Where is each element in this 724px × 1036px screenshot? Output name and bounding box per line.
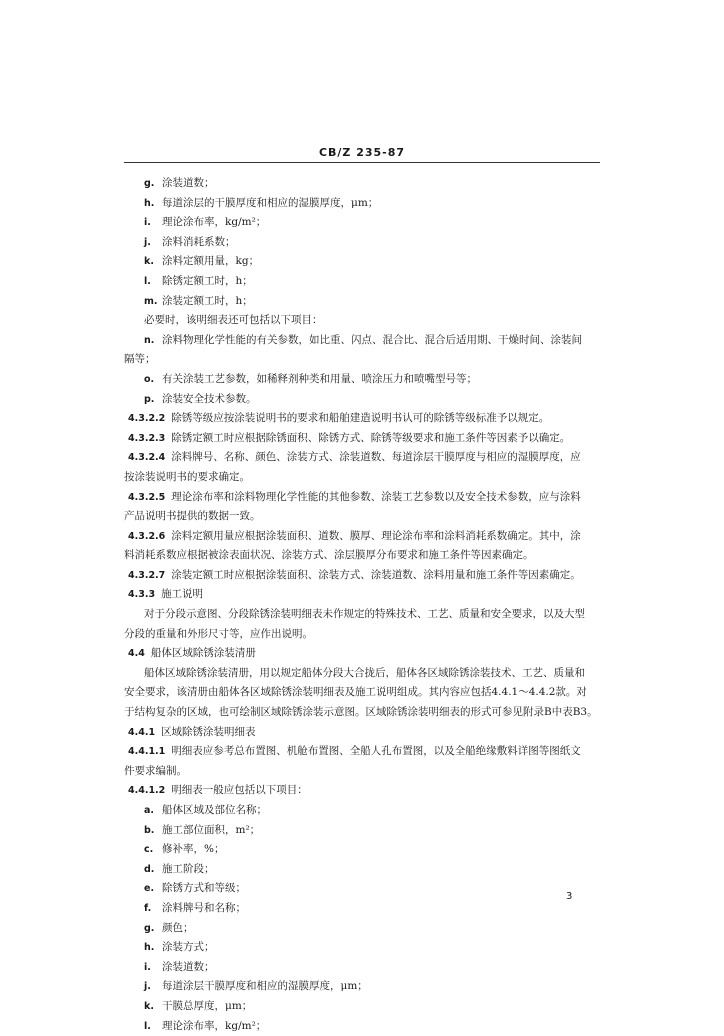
clause-text: 理论涂布率和涂料物理化学性能的其他参数、涂装工艺参数以及安全技术参数，应与涂料	[171, 490, 581, 503]
list-item-text: 干膜总厚度，μm；	[162, 999, 253, 1012]
clause	[124, 527, 600, 547]
continuation-line: 料消耗系数应根据被涂表面状况、涂装方式、涂层膜厚分布要求和施工条件等因素确定。	[124, 549, 534, 562]
clause	[124, 566, 600, 586]
clause-number: 4.3.2.7	[128, 569, 166, 581]
list-item-text: 涂料物理化学性能的有关参数，如比重、闪点、混合比、混合后适用期、干燥时间、涂装间	[162, 333, 582, 346]
clause	[124, 585, 600, 605]
clause-text: 涂料定额用量应根据涂装面积、道数、膜厚、理论涂布率和涂料消耗系数确定。其中，涂	[171, 529, 581, 542]
list-item	[124, 860, 600, 880]
list-item	[124, 174, 600, 194]
clause-number: 4.4.1.1	[128, 746, 166, 758]
clause-number: 4.3.2.2	[128, 413, 166, 425]
clause	[124, 781, 600, 801]
list-item-text: 涂料消耗系数；	[162, 235, 236, 248]
list-item-text: 涂装方式；	[162, 941, 215, 954]
list-marker: m.	[144, 295, 158, 307]
list-item	[124, 821, 600, 841]
clause-text: 区域除锈涂装明细表	[161, 725, 256, 738]
page-number: 3	[566, 891, 573, 902]
list-marker: g.	[144, 178, 155, 189]
list-marker: k.	[144, 1000, 154, 1012]
list-item	[124, 919, 600, 939]
list-item	[124, 801, 600, 821]
clause-text: 明细表一般应包括以下项目：	[171, 784, 308, 797]
list-item-text: 每道涂层的干膜厚度和相应的湿膜厚度，μm；	[162, 196, 379, 209]
list-item	[124, 977, 600, 997]
list-marker: j.	[144, 981, 151, 993]
list-item	[124, 331, 600, 351]
list-item-text: 理论涂布率，kg/m²；	[162, 1019, 267, 1032]
list-item	[124, 1017, 600, 1036]
continuation-line: 于结构复杂的区域，也可绘制区域除锈涂装示意图。区域除锈涂装明细表的形式可参见附录B中表B3。	[124, 706, 598, 719]
list-marker: b.	[144, 824, 155, 836]
clause-number: 4.3.2.4	[128, 452, 166, 464]
paragraph-line: 船体区域除锈涂装清册，用以规定船体分段大合拢后，船体各区域除锈涂装技术、工艺、质量和	[144, 666, 585, 679]
clause	[124, 429, 600, 449]
continuation-line: 安全要求，该清册由船体各区域除锈涂装明细表及施工说明组成。其内容应包括4.4.1～4.4.2款。对	[124, 686, 587, 699]
paragraph-line: 必要时，该明细表还可包括以下项目：	[144, 314, 323, 327]
clause-number: 4.3.3	[128, 589, 156, 601]
list-item	[124, 997, 600, 1017]
list-marker: a.	[144, 805, 155, 816]
list-marker: j.	[144, 236, 151, 248]
list-marker: i.	[144, 217, 151, 229]
list-marker: l.	[144, 1020, 151, 1032]
list-item-text: 船体区域及部位名称；	[162, 804, 267, 816]
list-marker: i.	[144, 961, 151, 973]
clause-text: 除锈定额工时应根据除锈面积、除锈方式、除锈等级要求和施工条件等因素予以确定。	[171, 431, 571, 444]
clause-text: 涂装定额工时应根据涂装面积、涂装方式、涂装道数、涂料用量和施工条件等因素确定。	[171, 568, 581, 581]
list-item	[124, 194, 600, 214]
list-item-text: 涂料牌号和名称；	[162, 901, 246, 914]
continuation-line: 产品说明书提供的数据一致。	[124, 510, 261, 523]
list-item	[124, 938, 600, 958]
list-marker: g.	[144, 922, 155, 934]
clause	[124, 742, 600, 762]
clause-number: 4.4	[128, 648, 145, 660]
list-item-text: 修补率，%；	[162, 843, 225, 856]
clause-number: 4.4.1	[128, 726, 156, 738]
list-item-text: 涂装安全技术参数。	[162, 392, 257, 405]
list-marker: n.	[144, 334, 155, 346]
list-item	[124, 233, 600, 253]
list-item-text: 除锈方式和等级；	[162, 882, 246, 895]
clause-number: 4.3.2.6	[128, 530, 166, 542]
continuation-line: 隔等；	[124, 353, 156, 366]
clause	[124, 723, 600, 743]
clause-text: 施工说明	[161, 588, 204, 601]
clause	[124, 488, 600, 508]
list-item	[124, 272, 600, 292]
list-item	[124, 899, 600, 919]
list-item-text: 涂料定额用量，kg；	[162, 255, 260, 268]
list-item-text: 理论涂布率，kg/m²；	[162, 216, 267, 229]
list-item-text: 施工阶段；	[162, 862, 215, 875]
list-item-text: 涂装定额工时，h；	[162, 294, 253, 307]
list-item-text: 有关涂装工艺参数，如稀释剂种类和用量、喷涂压力和喷嘴型号等；	[162, 372, 477, 385]
continuation-line: 件要求编制。	[124, 764, 187, 777]
list-marker: f.	[144, 902, 152, 914]
clause	[124, 448, 600, 468]
paragraph-line: 对于分段示意图、分段除锈涂装明细表未作规定的特殊技术、工艺、质量和安全要求，以及大型	[144, 608, 585, 621]
list-marker: d.	[144, 863, 155, 875]
clause-number: 4.4.1.2	[128, 785, 166, 797]
list-item-text: 涂装道数；	[162, 960, 215, 973]
clause-number: 4.3.2.5	[128, 491, 166, 503]
list-marker: l.	[144, 275, 151, 287]
list-marker: h.	[144, 197, 155, 209]
list-item	[124, 390, 600, 410]
list-item	[124, 292, 600, 312]
list-marker: k.	[144, 256, 154, 268]
continuation-line: 按涂装说明书的要求确定。	[124, 470, 250, 483]
list-marker: o.	[144, 373, 155, 385]
list-item-text: 施工部位面积，m²；	[162, 823, 261, 836]
list-item	[124, 879, 600, 899]
clause-text: 除锈等级应按涂装说明书的要求和船舶建造说明书认可的除锈等级标准予以规定。	[171, 412, 550, 425]
list-marker: c.	[144, 844, 154, 856]
list-item	[124, 840, 600, 860]
list-item	[124, 252, 600, 272]
list-item-text: 颜色；	[162, 921, 194, 934]
header-rule	[124, 162, 600, 163]
clause	[124, 409, 600, 429]
list-marker: e.	[144, 883, 155, 895]
clause-text: 船体区域除锈涂装清册	[150, 647, 256, 660]
clause-text: 涂料牌号、名称、颜色、涂装方式、涂装道数、每道涂层干膜厚度与相应的湿膜厚度，应	[171, 451, 581, 464]
list-item	[124, 370, 600, 390]
clause	[124, 644, 600, 664]
document-code-header: CB/Z 235-87	[318, 146, 406, 159]
list-item-text: 涂装道数；	[162, 177, 215, 189]
document-body	[124, 174, 600, 1036]
continuation-line: 分段的重量和外形尺寸等，应作出说明。	[124, 627, 313, 640]
list-item-text: 除锈定额工时，h；	[162, 274, 253, 287]
list-item-text: 每道涂层干膜厚度和相应的湿膜厚度，μm；	[162, 980, 368, 993]
list-marker: h.	[144, 942, 155, 954]
clause-text: 明细表应参考总布置图、机舱布置图、全船人孔布置图，以及全船绝缘敷料详图等图纸文	[171, 745, 581, 758]
clause-number: 4.3.2.3	[128, 432, 166, 444]
list-item	[124, 213, 600, 233]
list-marker: p.	[144, 393, 155, 405]
list-item	[124, 958, 600, 978]
